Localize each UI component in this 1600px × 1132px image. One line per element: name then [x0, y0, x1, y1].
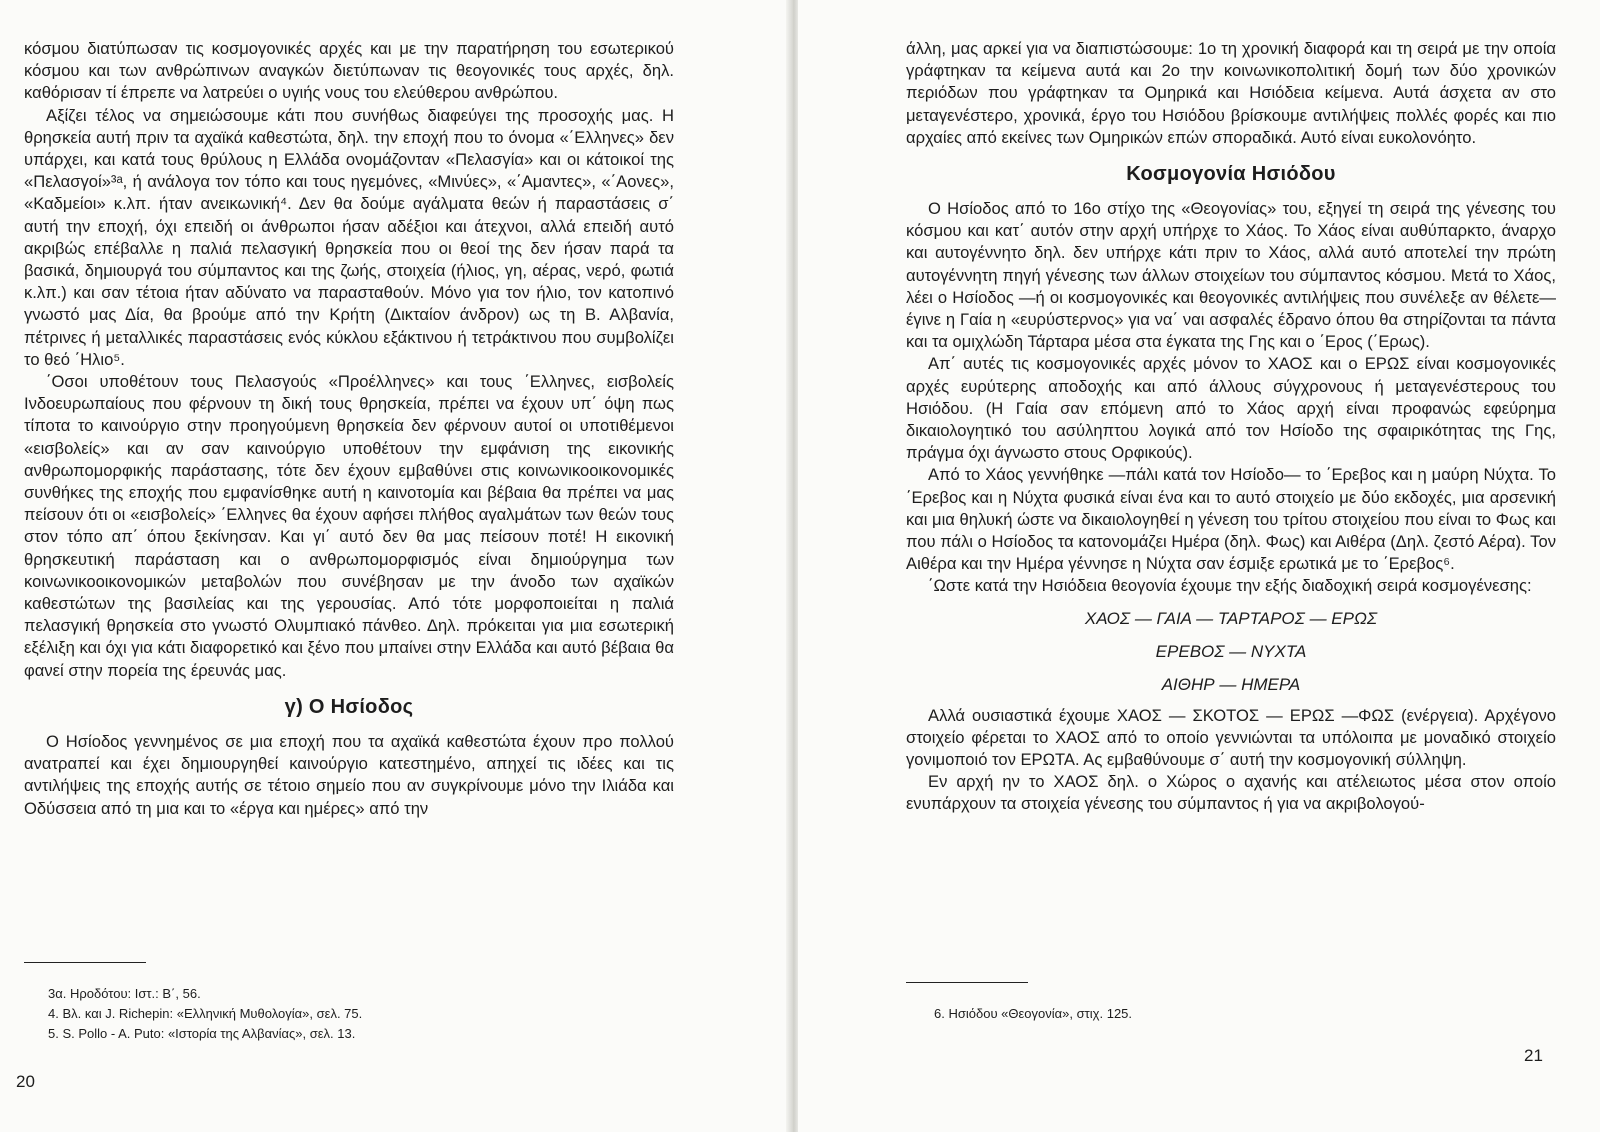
paragraph: Αλλά ουσιαστικά έχουμε ΧΑΟΣ — ΣΚΟΤΟΣ — ΕΡΩΣ —ΦΩΣ (ενέργεια). Αρχέγονο στοιχείο φέρεται το ΧΑΟΣ από το οποίο γεννιώνται τα υπόλοιπα με μοναδικό στοιχείο γονιμοποιό τον ΕΡΩΤΑ. Ας εμβαθύνουμε σ΄ αυτή την κοσμογονική σύλληψη.: [906, 705, 1556, 770]
footnote: 3α. Ηροδότου: Ιστ.: Β΄, 56.: [48, 986, 201, 1001]
paragraph: Αξίζει τέλος να σημειώσουμε κάτι που συνήθως διαφεύγει της προσοχής μας. Η θρησκεία αυτή πριν τα αχαϊκά καθεστώτα, δηλ. την εποχή που το όνομα «΄Ελληνες» δεν υπάρχει, και κατά τους θρύλους η Ελλάδα ονομάζονταν «Πελασγία» και οι κάτοικοί της «Πελασγοί»³ᵃ, ή ανάλογα τον τόπο και τους ηγεμόνες, «Μινύες», «΄Αμαντες», «΄Αονες», «Καδμείοι» κ.λπ. ήταν ανεικωνική⁴. Δεν θα δούμε αγάλματα θεών ή παραστάσεις σ΄ αυτή την εποχή, όχι επειδή οι άνθρωποι ήσαν αδέξιοι και άτεχνοι, αλλά επειδή αυτό ακριβώς επέβαλλε η παλιά πελασγική θρησκεία που οι θεοί της δεν ήσαν παρά τα βασικά, δημιουργά του σύμπαντος και της ζωής, στοιχεία (ήλιος, γη, αέρας, νερό, φωτιά κ.λπ.) και σαν τέτοια ήταν αδύνατο να παρασταθούν. Μόνο για τον ήλιο, τον κατοπινό γνωστό μας Δία, θα βρούμε από την Κρήτη (Δικταίον άνδρον) ως τη Β. Αλβανία, πέτρινες ή μεταλλικές παραστάσεις ενός κύκλου εξάκτινου ή τετράκτινου που συμβολίζει το θεό ΄Ηλιο⁵.: [24, 105, 674, 369]
paragraph: άλλη, μας αρκεί για να διαπιστώσουμε: 1ο τη χρονική διαφορά και τη σειρά με την οποία γράφτηκαν τα κείμενα αυτά και 2ο την κοινωνικοπολιτική δομή των δύο χρονικών περιόδων που γράφτηκαν τα Ομηρικά και Ησιόδεια κείμενα. Αυτά άσχετα αν στο μεταγενέστερο, χρονικά, έργο του Ησιόδου βρίσκουμε αντιλήψεις πολλές φορές και πιο αρχαίες από εκείνες των Ομηρικών επών σποραδικά. Αυτό είναι ευκολονόητο.: [906, 39, 1556, 147]
paragraph: ΄Οσοι υποθέτουν τους Πελασγούς «Προέλληνες» και τους ΄Ελληνες, εισβολείς Ινδοευρωπαίους που φέρνουν τη δική τους θρησκεία, πρέπει να έχουν υπ΄ όψη πως τίποτα το καινούργιο στην προηγούμενη θρησκεία δεν φέρνουν αυτοί οι υποτιθέμενοι «εισβολείς» και αν σαν καινούργιο υποθέτουν την εμφάνιση της εικονικής ανθρωπομορφικής παράστασης, τότε δεν έχουν εμβαθύνει στις κοινωνικοοικονομικές συνθήκες της εποχής που εμφανίσθηκε αυτή η καινοτομία και βέβαια θα πρέπει να μας πείσουν ότι οι «εισβολείς» ΄Ελληνες θα έχουν αφήσει πλήθος αγαλμάτων των θεών τους στον τόπο απ΄ όπου ξεκίνησαν. Και γι΄ αυτό δεν θα μας πείσουν ποτέ! Η εικονική θρησκευτική παράσταση και ο ανθρωπομορφισμός είναι δημιούργημα των κοινωνικοοικονομικών μεταβολών που συνέβησαν με την άνοδο των αχαϊκών καθεστώτων της βασιλείας και της γερουσίας. Από τότε μορφοποιείται η παλιά πελασγική θρησκεία στο γνωστό Ολυμπιακό πάνθεο. Δηλ. πρόκειται για μια εσωτερική εξέλιξη και όχι για κάτι διαφορετικό και ξένο που μπαίνει στην Ελλάδα και αυτό βέβαια θα φανεί στην πορεία της έρευνάς μας.: [24, 372, 674, 680]
footnote: 6. Ησιόδου «Θεογονία», στιχ. 125.: [934, 1006, 1133, 1021]
page-number: 21: [1524, 1046, 1543, 1065]
section-heading: γ) Ο Ησίοδος: [284, 695, 414, 718]
right-page: [798, 0, 1600, 1132]
footnotes: [934, 1004, 1132, 1024]
left-text-column: [24, 38, 674, 820]
footnotes: [48, 984, 362, 1044]
page-number: 20: [16, 1072, 35, 1091]
paragraph: Από το Χάος γεννήθηκε —πάλι κατά τον Ησίοδο— το ΄Ερεβος και η μαύρη Νύχτα. Το ΄Ερεβος και η Νύχτα φυσικά είναι ένα και το αυτό στοιχείο με δύο εκδοχές, μια αρσενική και μια θηλυκή ώστε να δικαιολογηθεί η γένεση του τρίτου στοιχείου που είναι το Φως και που πάλι ο Ησίοδος τα κατονομάζει Ημέρα (δηλ. Φως) και Αιθέρα (Δηλ. ζεστό Αέρα). Τον Αιθέρα και την Ημέρα γέννησε η Νύχτα σαν έσμιξε ερωτικά με το ΄Ερεβος⁶.: [906, 465, 1556, 574]
left-page: [0, 0, 790, 1132]
paragraph: ΄Ωστε κατά την Ησιόδεια θεογονία έχουμε την εξής διαδοχική σειρά κοσμογένεσης:: [928, 576, 1532, 596]
paragraph: κόσμου διατύπωσαν τις κοσμογονικές αρχές και με την παρατήρηση του εσωτερικού κόσμου και των ανθρώπινων αναγκών διετύπωναν τις θεογονικές τους αρχές, δηλ. καθόρισαν τί έπρεπε να λατρεύει ο υγιής νους του ελεύθερου ανθρώπου.: [24, 39, 674, 103]
right-text-column: [906, 38, 1556, 816]
footnote-divider: [906, 982, 1028, 983]
paragraph: Εν αρχή ην το ΧΑΟΣ δηλ. ο Χώρος ο αχανής και ατέλειωτος μέσα στον οποίο ενυπάρχουν τα στοιχεία γένεσης του σύμπαντος ή για να ακριβολογού-: [906, 772, 1556, 814]
footnote: 4. Βλ. και J. Richepin: «Ελληνική Μυθολογία», σελ. 75.: [48, 1006, 363, 1021]
schema-line: ΧΑΟΣ — ΓΑΙΑ — ΤΑΡΤΑΡΟΣ — ΕΡΩΣ: [1084, 608, 1378, 628]
schema-line: ΕΡΕΒΟΣ — ΝΥΧΤΑ: [1155, 641, 1307, 661]
paragraph: Ο Ησίοδος από το 16ο στίχο της «Θεογονίας» του, εξηγεί τη σειρά της γένεσης του κόσμου και κατ΄ αυτόν στην αρχή υπήρχε το Χάος. Το Χάος είναι αυθύπαρκτο, άναρχο και αυτογέννητο δηλ. δεν υπήρχε κάτι πριν το Χάος, αλλά αυτό αποτελεί την πρώτη αυτογέννητη πηγή γένεσης των άλλων στοιχείων του σύμπαντος κόσμου. Μετά το Χάος, λέει ο Ησίοδος —ή οι κοσμογονικές και θεογονικές αντιλήψεις που συνέλεξε αν θέλετε— έγινε η Γαία η «ευρύστερνος» για να΄ ναι ασφαλές έδρανο όπου θα στηρίζονται τα πάντα και τα ομιχλώδη Τάρταρα μέσα στα έγκατα της Γης και ο ΄Ερος (΄Ερως).: [906, 199, 1556, 352]
paragraph: Ο Ησίοδος γεννημένος σε μια εποχή που τα αχαϊκά καθεστώτα έχουν προ πολλού ανατραπεί και έχει δημιουργηθεί καινούργιο κατεστημένο, απηχεί τις ιδέες και τις αντιλήψεις της εποχής αυτής σε τέτοιο σημείο που αν συγκρίνουμε μόνο την Ιλιάδα και Οδύσσεια από τη μια και το «έργα και ημέρες» από την: [24, 731, 674, 818]
schema-line: ΑΙΘΗΡ — ΗΜΕΡΑ: [1161, 674, 1301, 694]
paragraph: Απ΄ αυτές τις κοσμογονικές αρχές μόνον το ΧΑΟΣ και ο ΕΡΩΣ είναι κοσμογονικές αρχές ευρύτερης αποδοχής και από άλλους σύγχρονους ή μεταγενέστερους του Ησιόδου. (Η Γαία σαν επόμενη από το Χάος αρχή είναι προφανώς εφεύρημα δικαιολογητικό του ασύληπτου λογικά από τον Ησίοδο της σφαιρικότητας της Γης, πράγμα όχι άγνωστο στους Ορφικούς).: [906, 354, 1556, 463]
footnote: 5. S. Pollo - A. Puto: «Ιστορία της Αλβανίας», σελ. 13.: [48, 1026, 356, 1041]
footnote-divider: [24, 962, 146, 963]
section-heading: Κοσμογονία Ησιόδου: [1126, 163, 1336, 186]
cosmogony-schema: [906, 602, 1556, 701]
